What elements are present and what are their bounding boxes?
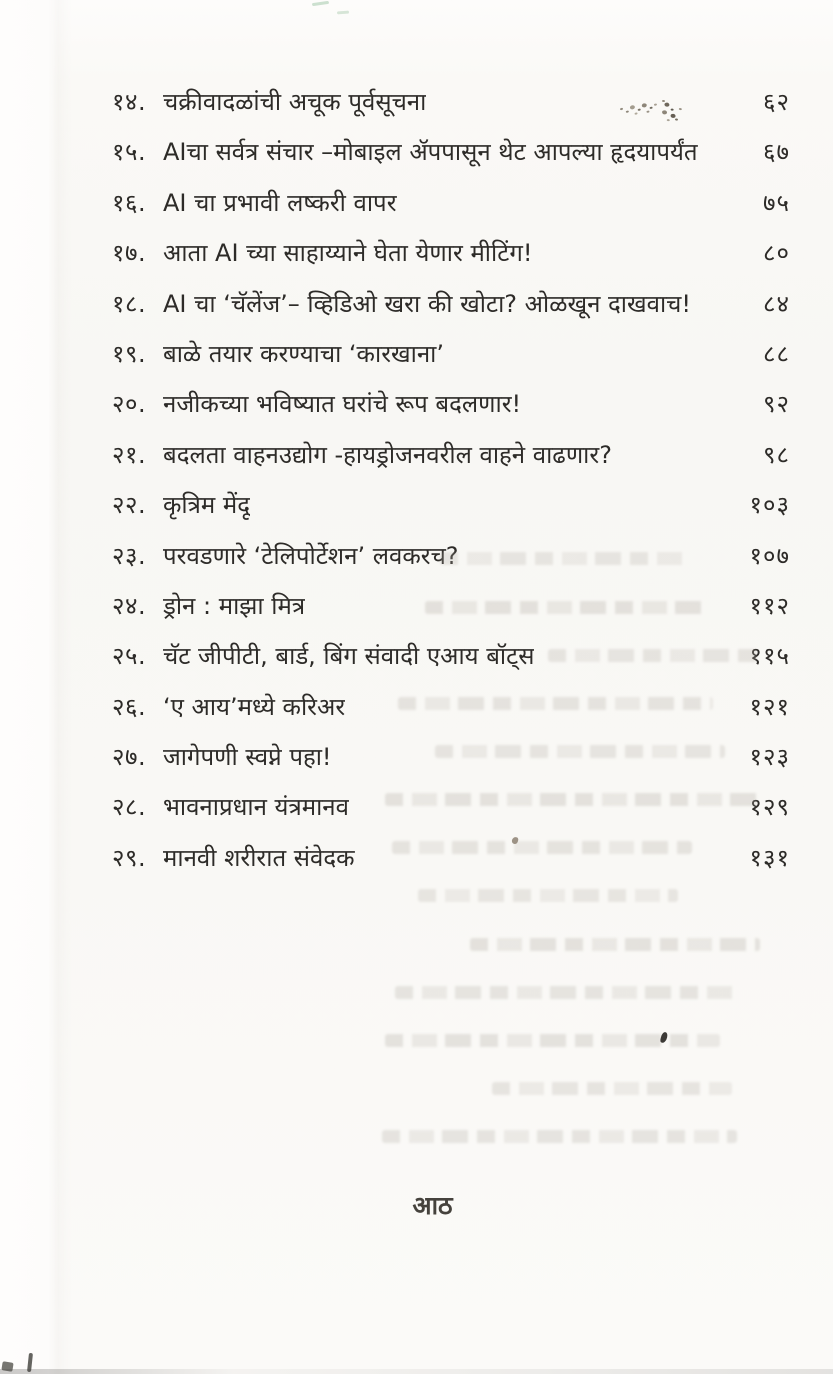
toc-item-page: ८० <box>763 239 790 268</box>
toc-row <box>112 288 790 338</box>
toc-item-page: १२९ <box>749 793 790 822</box>
bleed-through-text <box>418 889 678 902</box>
bleed-through-text <box>385 793 765 806</box>
toc-item-page: ७५ <box>763 188 790 217</box>
toc-item-title: AIचा सर्वत्र संचार –मोबाइल ॲपपासून थेट आपल्या हृदयापर्यंत <box>163 138 698 167</box>
toc-list <box>112 86 790 892</box>
toc-item-number: २१. <box>112 440 147 469</box>
bleed-through-text <box>470 938 760 951</box>
toc-item-number: १४. <box>112 88 147 116</box>
toc-item-page: ८८ <box>763 339 790 368</box>
bleed-through-text <box>398 697 713 710</box>
toc-item-number: १७. <box>112 239 147 268</box>
toc-item-page: १०७ <box>749 541 790 570</box>
toc-item-number: २९. <box>112 843 147 872</box>
toc-item-number: १८. <box>112 289 147 318</box>
bleed-through-text <box>548 649 763 662</box>
toc-item-page: १२१ <box>749 692 790 721</box>
toc-item-number: २५. <box>112 642 147 671</box>
toc-item-page: १०३ <box>749 491 790 520</box>
scan-bottom-edge <box>0 1369 833 1374</box>
toc-item-number: २४. <box>112 591 147 620</box>
toc-row <box>112 237 790 287</box>
toc-item-number: १९. <box>112 339 147 368</box>
toc-item-title: जागेपणी स्वप्ने पहा! <box>163 743 332 772</box>
toc-item-title: AI चा प्रभावी लष्करी वापर <box>163 188 397 217</box>
toc-row <box>112 136 790 186</box>
bleed-through-text <box>440 552 690 565</box>
page-number-word: आठ <box>412 1191 453 1220</box>
bleed-through-text <box>492 1082 732 1095</box>
pencil-smudge <box>662 100 665 102</box>
toc-item-title: भावनाप्रधान यंत्रमानव <box>163 793 349 822</box>
toc-item-title: चॅट जीपीटी, बार्ड, बिंग संवादी एआय बॉट्स <box>163 642 535 671</box>
toc-item-page: ९२ <box>763 390 790 419</box>
toc-item-title: मानवी शरीरात संवेदक <box>163 843 355 872</box>
toc-row <box>112 338 790 388</box>
toc-item-number: २०. <box>112 390 147 419</box>
toc-item-title: बाळे तयार करण्याचा ‘कारखाना’ <box>163 339 445 368</box>
toc-row <box>112 86 790 136</box>
toc-item-number: २७. <box>112 743 147 772</box>
toc-item-title: नजीकच्या भविष्यात घरांचे रूप बदलणार! <box>163 390 522 419</box>
toc-item-title: चक्रीवादळांची अचूक पूर्वसूचना <box>163 88 427 116</box>
scan-artifact-green-dash <box>312 1 329 6</box>
toc-item-title: आता AI च्या साहाय्याने घेता येणार मीटिंग! <box>163 239 533 268</box>
toc-item-number: १६. <box>112 188 147 217</box>
toc-item-number: २८. <box>112 793 147 822</box>
toc-item-title: कृत्रिम मेंदू <box>163 491 250 520</box>
toc-item-number: २६. <box>112 692 147 721</box>
bleed-through-text <box>385 1034 720 1047</box>
bleed-through-text <box>435 745 725 758</box>
toc-item-title: परवडणारे ‘टेलिपोर्टेशन’ लवकरच? <box>163 541 459 570</box>
scan-artifact-green-dash <box>337 11 349 15</box>
toc-row <box>112 489 790 539</box>
toc-item-title: ड्रोन : माझा मित्र <box>163 591 306 620</box>
toc-item-page: १३१ <box>749 843 790 872</box>
toc-item-number: १५. <box>112 138 147 167</box>
toc-item-page: ११५ <box>749 642 790 671</box>
toc-item-page: ६७ <box>763 138 790 167</box>
toc-item-page: ८४ <box>763 289 790 318</box>
toc-row <box>112 439 790 489</box>
bleed-through-text <box>425 601 710 614</box>
bleed-through-text <box>392 841 692 854</box>
toc-item-title: बदलता वाहनउद्योग -हायड्रोजनवरील वाहने वाढणार? <box>163 440 612 469</box>
toc-row <box>112 640 790 690</box>
toc-item-number: २२. <box>112 491 147 520</box>
toc-row <box>112 388 790 438</box>
toc-item-number: २३. <box>112 541 147 570</box>
toc-row <box>112 187 790 237</box>
toc-row <box>112 590 790 640</box>
toc-item-title: ‘ए आय’मध्ये करिअर <box>163 692 346 721</box>
toc-item-page: ९८ <box>763 440 790 469</box>
toc-item-title: AI चा ‘चॅलेंज’– व्हिडिओ खरा की खोटा? ओळखून दाखवाच! <box>163 289 692 318</box>
bleed-through-text <box>395 986 740 999</box>
toc-item-page: ११२ <box>749 591 790 620</box>
scan-edge-mark <box>1 1361 13 1372</box>
bleed-through-text <box>382 1130 737 1143</box>
toc-item-page: १२३ <box>749 743 790 772</box>
toc-item-page: ६२ <box>763 88 790 116</box>
